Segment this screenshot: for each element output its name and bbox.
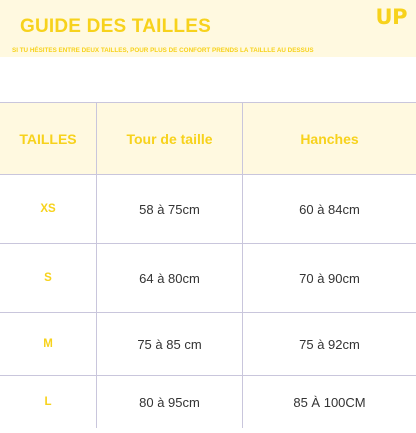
hips-cell: 70 à 90cm: [299, 270, 360, 286]
size-cell: XS: [0, 175, 97, 243]
column-header-hips: Hanches: [243, 103, 416, 174]
page-title: GUIDE DES TAILLES: [20, 16, 211, 37]
column-header-waist: Tour de taille: [97, 103, 243, 174]
waist-cell: 75 à 85 cm: [97, 313, 243, 375]
column-header-size: TAILLES: [0, 103, 97, 174]
table-row: [0, 376, 416, 428]
table-row: [0, 175, 416, 244]
size-cell: L: [0, 376, 97, 428]
header-banner: [0, 0, 416, 57]
hips-cell: 85 À 100CM: [293, 394, 366, 410]
size-cell: S: [0, 244, 97, 312]
size-cell: M: [0, 313, 97, 375]
table-row: [0, 313, 416, 376]
brand-logo: UP: [375, 5, 407, 29]
table-header-row: [0, 103, 416, 175]
waist-cell: 80 à 95cm: [97, 376, 243, 428]
table-row: [0, 244, 416, 313]
hips-cell: 75 à 92cm: [299, 336, 360, 352]
page-subtitle: SI TU HÉSITES ENTRE DEUX TAILLES, POUR PLUS DE CONFORT PRENDS LA TAILLLE AU DESSUS: [12, 47, 314, 54]
waist-cell: 64 à 80cm: [97, 244, 243, 312]
hips-cell: 60 à 84cm: [299, 201, 360, 217]
waist-cell: 58 à 75cm: [97, 175, 243, 243]
size-table: [0, 102, 416, 433]
